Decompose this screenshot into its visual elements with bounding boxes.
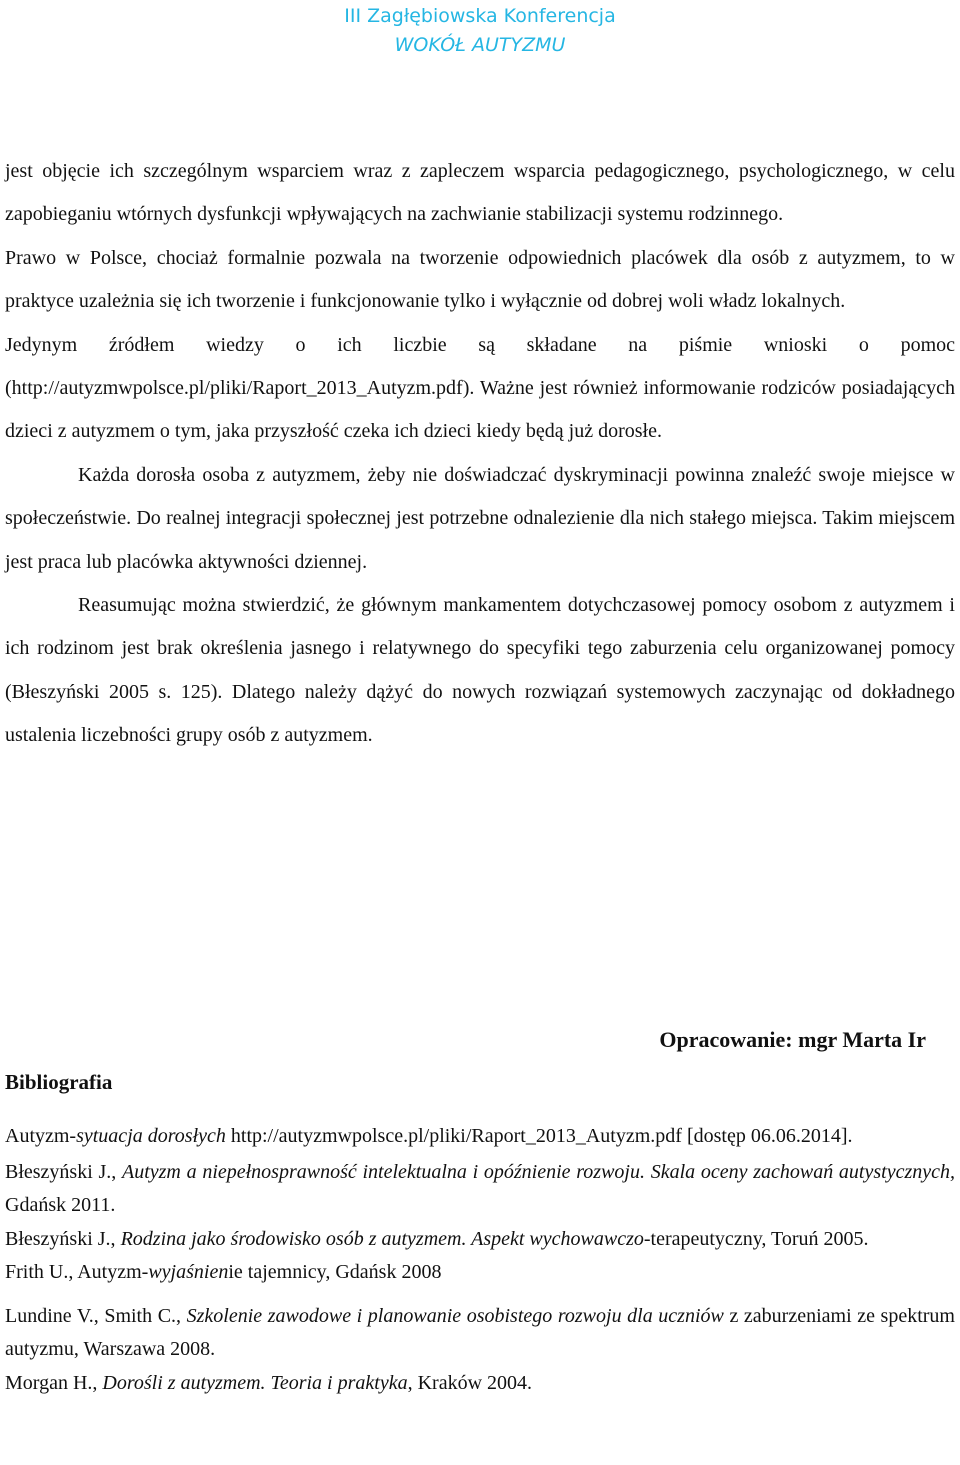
bib-entry-title: Szkolenie zawodowe i planowanie osobistego rozwoju dla uczniów xyxy=(186,1304,724,1327)
bib-entry-text: Autyzm- xyxy=(5,1125,77,1147)
paragraph-1: jest objęcie ich szczególnym wsparciem wraz z zapleczem wsparcia pedagogicznego, psychologicznego, w celu zapobieganiu wtórnych dysfunkcji wpływających na zachwianie stabilizacji systemu rodzinnego. xyxy=(5,160,955,226)
bib-entry-title: sytuacja dorosłych xyxy=(76,1125,226,1147)
header-title: III Zagłębiowska Konferencja xyxy=(344,5,616,27)
bib-entry xyxy=(5,1120,955,1154)
bib-entry-text: z zaburzeniami ze spektrum autyzmu, Warszawa 2008. xyxy=(5,1304,955,1360)
document-body xyxy=(5,150,955,758)
bib-entry-text: Morgan H., xyxy=(5,1371,103,1394)
bib-entry-title: wyjaśnien xyxy=(148,1261,229,1283)
bib-entry-text: Gdańsk 2011. xyxy=(5,1194,116,1216)
bib-entry-text: Frith U., Autyzm- xyxy=(5,1261,149,1283)
bib-entry-text: ie tajemnicy, Gdańsk 2008 xyxy=(228,1261,442,1283)
bibliography-list xyxy=(5,1120,955,1400)
bib-entry-text: terapeutyczny, Toruń 2005. xyxy=(650,1227,869,1250)
bib-entry xyxy=(5,1223,955,1257)
paragraph-3: Jedynym źródłem wiedzy o ich liczbie są składane na piśmie wnioski o pomoc (http://autyzmwpolsce.pl/pliki/Raport_2013_Autyzm.pdf). Ważne jest również informowanie rodziców posiadających dzieci z autyzmem o tym, jaka przyszłość czeka ich dzieci kiedy będą już dorosłe. xyxy=(5,333,955,443)
bib-entry xyxy=(5,1156,955,1223)
paragraph-5: Reasumując można stwierdzić, że głównym mankamentem dotychczasowej pomocy osobom z autyzmem i ich rodzinom jest brak określenia jasnego i relatywnego do specyfiki tego zaburzenia celu organizowanej pomocy (Błeszyński 2005 s. 125). Dlatego należy dążyć do nowych rozwiązań systemowych zaczynając od dokładnego ustalenia liczebności grupy osób z autyzmem. xyxy=(5,594,955,747)
bib-entry-text: Błeszyński J., xyxy=(5,1227,121,1250)
bib-entry-text: , Kraków 2004. xyxy=(407,1371,533,1394)
paragraph-4: Każda dorosła osoba z autyzmem, żeby nie doświadczać dyskryminacji powinna znaleźć swoje miejsce w społeczeństwie. Do realnej integracji społecznej jest potrzebne odnalezienie dla nich stałego miejsca. Takim miejscem jest praca lub placówka aktywności dziennej. xyxy=(5,463,955,573)
paragraph-2: Prawo w Polsce, chociaż formalnie pozwala na tworzenie odpowiednich placówek dla osób z autyzmem, to w praktyce uzależnia się ich tworzenie i funkcjonowanie tylko i wyłącznie od dobrej woli władz lokalnych. xyxy=(5,246,955,313)
bib-entry xyxy=(5,1256,955,1290)
bibliography-heading: Bibliografia xyxy=(5,1070,113,1094)
bib-entry xyxy=(5,1367,955,1401)
bib-entry-text: Błeszyński J., xyxy=(5,1160,122,1183)
bib-entry-title: Rodzina jako środowisko osób z autyzmem. Aspekt wychowawczo- xyxy=(120,1227,651,1250)
bib-entry-text: http://autyzmwpolsce.pl/pliki/Raport_2013_Autyzm.pdf [dostęp 06.06.2014]. xyxy=(225,1125,853,1147)
bib-entry-title: Dorośli z autyzmem. Teoria i praktyka xyxy=(102,1371,408,1394)
author-signature: Opracowanie: mgr Marta Ir xyxy=(659,1027,926,1052)
header-subtitle: WOKÓŁ AUTYZMU xyxy=(394,34,566,56)
bib-entry xyxy=(5,1300,955,1367)
bib-entry-title: Autyzm a niepełnosprawność intelektualna i opóźnienie rozwoju. Skala oceny zachowań autystycznych, xyxy=(122,1160,955,1183)
bib-entry-text: Lundine V., Smith C., xyxy=(5,1304,187,1327)
page-header xyxy=(0,2,960,60)
